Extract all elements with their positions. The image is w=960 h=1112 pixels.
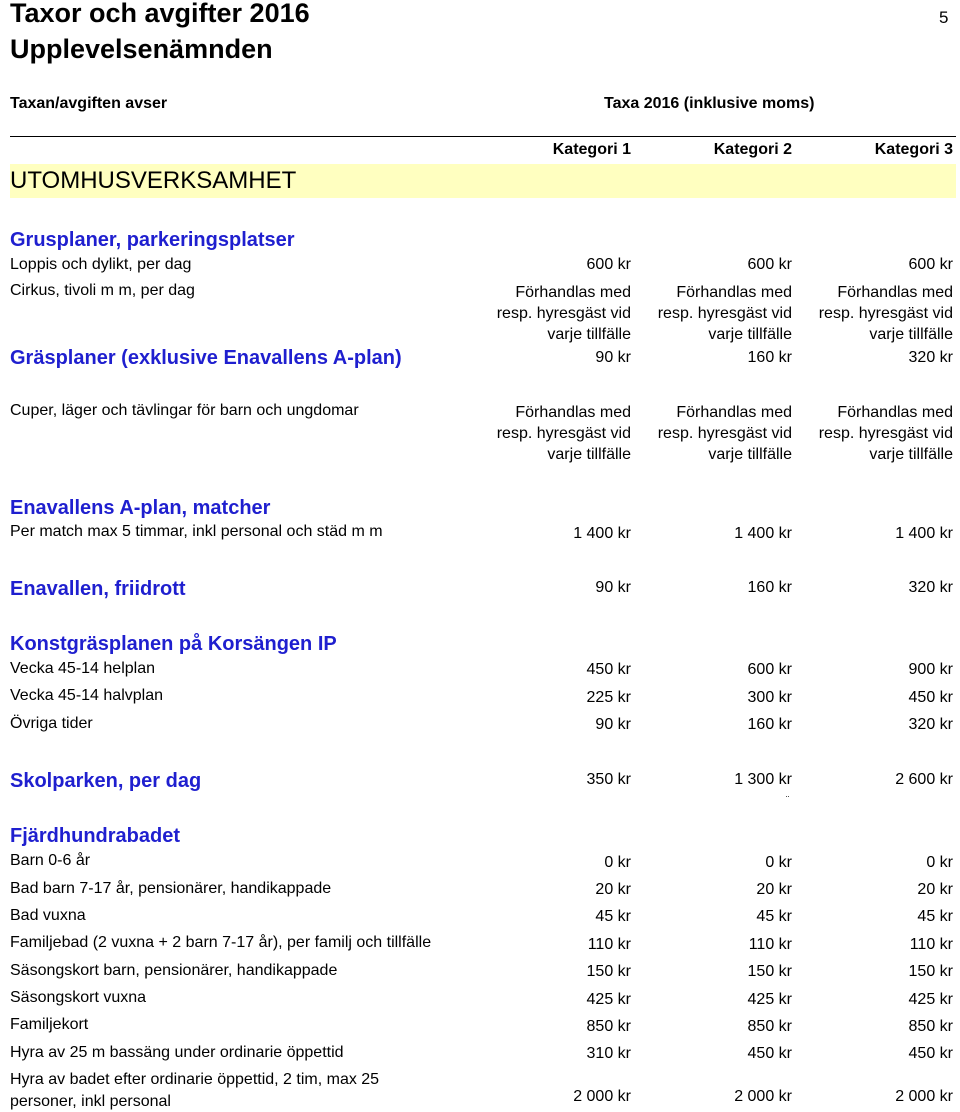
row-value-cat2: 160 kr bbox=[747, 349, 792, 366]
row-value-cat3: 320 kr bbox=[908, 349, 953, 366]
page-title: Taxor och avgifter 2016 bbox=[10, 0, 310, 28]
row-label: Övriga tider bbox=[10, 715, 93, 732]
row-value-cat1: 90 kr bbox=[595, 716, 631, 733]
row-value-cat2: 160 kr bbox=[747, 579, 792, 596]
section-title-konstgras: Konstgräsplanen på Korsängen IP bbox=[10, 633, 337, 655]
row-value-cat1: 600 kr bbox=[586, 256, 631, 273]
row-value-cat1: 225 kr bbox=[586, 689, 631, 706]
row-value-cat1: 425 kr bbox=[586, 991, 631, 1008]
row-value-cat1: 20 kr bbox=[595, 881, 631, 898]
header-divider bbox=[10, 136, 956, 137]
row-label: Hyra av 25 m bassäng under ordinarie öppettid bbox=[10, 1044, 344, 1061]
row-value-cat1: 310 kr bbox=[586, 1045, 631, 1062]
negotiable-cat3: Förhandlas med resp. hyresgäst vid varje tillfälle bbox=[818, 284, 953, 343]
row-value-cat3: 45 kr bbox=[917, 908, 953, 925]
row-value-cat1: 350 kr bbox=[586, 771, 631, 788]
row-value-cat2: 450 kr bbox=[747, 1045, 792, 1062]
left-caption: Taxan/avgiften avser bbox=[10, 95, 168, 112]
row-label: Cirkus, tivoli m m, per dag bbox=[10, 282, 195, 299]
category-2-header: Kategori 2 bbox=[713, 141, 792, 158]
section-title-grasplaner: Gräsplaner (exklusive Enavallens A-plan) bbox=[10, 347, 402, 369]
row-value-cat2: 1 300 kr bbox=[734, 771, 792, 788]
row-value-cat3: 320 kr bbox=[908, 579, 953, 596]
section-title-fjard: Fjärdhundrabadet bbox=[10, 825, 181, 847]
row-label: Säsongskort barn, pensionärer, handikappade bbox=[10, 962, 338, 979]
row-label: Bad barn 7-17 år, pensionärer, handikappade bbox=[10, 880, 332, 897]
row-label-line1: Hyra av badet efter ordinarie öppettid, 2 tim, max 25 bbox=[10, 1071, 380, 1088]
row-label: Barn 0-6 år bbox=[10, 852, 91, 869]
row-value-cat1: 450 kr bbox=[586, 661, 631, 678]
row-value-cat2: 850 kr bbox=[747, 1018, 792, 1035]
row-value-cat2: 2 000 kr bbox=[734, 1088, 792, 1105]
negotiable-cat2: Förhandlas med resp. hyresgäst vid varje tillfälle bbox=[657, 284, 792, 343]
row-value-cat2: 110 kr bbox=[748, 936, 792, 953]
row-label: Per match max 5 timmar, inkl personal och städ m m bbox=[10, 523, 383, 540]
row-value-cat1: 0 kr bbox=[604, 854, 631, 871]
row-label: Loppis och dylikt, per dag bbox=[10, 256, 192, 273]
row-value-cat2: 425 kr bbox=[747, 991, 792, 1008]
row-value-cat3: 425 kr bbox=[908, 991, 953, 1008]
row-label: Cuper, läger och tävlingar för barn och ungdomar bbox=[10, 402, 359, 419]
row-value-cat3: 850 kr bbox=[908, 1018, 953, 1035]
row-value-cat1: 850 kr bbox=[586, 1018, 631, 1035]
row-value-cat2: 1 400 kr bbox=[734, 525, 792, 542]
row-value-cat2: 600 kr bbox=[747, 256, 792, 273]
row-value-cat3: 450 kr bbox=[908, 1045, 953, 1062]
row-value-cat2: 45 kr bbox=[756, 908, 792, 925]
right-caption: Taxa 2016 (inklusive moms) bbox=[604, 95, 815, 112]
section-title-grusplaner: Grusplaner, parkeringsplatser bbox=[10, 229, 295, 251]
section-title-aplan: Enavallens A-plan, matcher bbox=[10, 497, 271, 519]
row-value-cat3: 600 kr bbox=[908, 256, 953, 273]
row-value-cat3: 320 kr bbox=[908, 716, 953, 733]
row-value-cat3: 20 kr bbox=[917, 881, 953, 898]
band-title: UTOMHUSVERKSAMHET bbox=[10, 167, 297, 194]
row-label: Bad vuxna bbox=[10, 907, 86, 924]
row-label: Vecka 45-14 halvplan bbox=[10, 687, 163, 704]
page-subtitle: Upplevelsenämnden bbox=[10, 34, 273, 64]
row-value-cat1: 2 000 kr bbox=[573, 1088, 631, 1105]
row-value-cat1: 90 kr bbox=[595, 579, 631, 596]
negotiable-cat3: Förhandlas med resp. hyresgäst vid varje tillfälle bbox=[818, 404, 953, 463]
footnote-mark: ¨ bbox=[786, 795, 790, 806]
row-value-cat1: 110 kr bbox=[587, 936, 631, 953]
row-label: Säsongskort vuxna bbox=[10, 989, 147, 1006]
row-value-cat2: 20 kr bbox=[756, 881, 792, 898]
category-1-header: Kategori 1 bbox=[552, 141, 631, 158]
row-value-cat3: 1 400 kr bbox=[895, 525, 953, 542]
row-value-cat3: 900 kr bbox=[908, 661, 953, 678]
row-value-cat2: 150 kr bbox=[747, 963, 792, 980]
row-label: Familjebad (2 vuxna + 2 barn 7-17 år), per familj och tillfälle bbox=[10, 934, 432, 951]
row-value-cat3: 0 kr bbox=[926, 854, 953, 871]
row-value-cat1: 90 kr bbox=[595, 349, 631, 366]
row-value-cat2: 0 kr bbox=[765, 854, 792, 871]
row-value-cat3: 2 600 kr bbox=[895, 771, 953, 788]
section-title-friidrott: Enavallen, friidrott bbox=[10, 578, 186, 600]
negotiable-cat2: Förhandlas med resp. hyresgäst vid varje tillfälle bbox=[657, 404, 792, 463]
row-value-cat2: 600 kr bbox=[747, 661, 792, 678]
row-value-cat2: 300 kr bbox=[747, 689, 792, 706]
row-value-cat3: 110 kr bbox=[909, 936, 953, 953]
category-3-header: Kategori 3 bbox=[874, 141, 953, 158]
row-value-cat3: 450 kr bbox=[908, 689, 953, 706]
row-label: Familjekort bbox=[10, 1016, 89, 1033]
page-number: 5 bbox=[939, 8, 949, 27]
row-value-cat2: 160 kr bbox=[747, 716, 792, 733]
row-value-cat1: 45 kr bbox=[595, 908, 631, 925]
row-label: Vecka 45-14 helplan bbox=[10, 660, 155, 677]
negotiable-cat1: Förhandlas med resp. hyresgäst vid varje tillfälle bbox=[496, 284, 631, 343]
negotiable-cat1: Förhandlas med resp. hyresgäst vid varje tillfälle bbox=[496, 404, 631, 463]
row-value-cat3: 150 kr bbox=[908, 963, 953, 980]
section-title-skolparken: Skolparken, per dag bbox=[10, 770, 202, 792]
row-value-cat1: 1 400 kr bbox=[573, 525, 631, 542]
row-value-cat3: 2 000 kr bbox=[895, 1088, 953, 1105]
row-label-line2: personer, inkl personal bbox=[10, 1093, 171, 1110]
row-value-cat1: 150 kr bbox=[586, 963, 631, 980]
